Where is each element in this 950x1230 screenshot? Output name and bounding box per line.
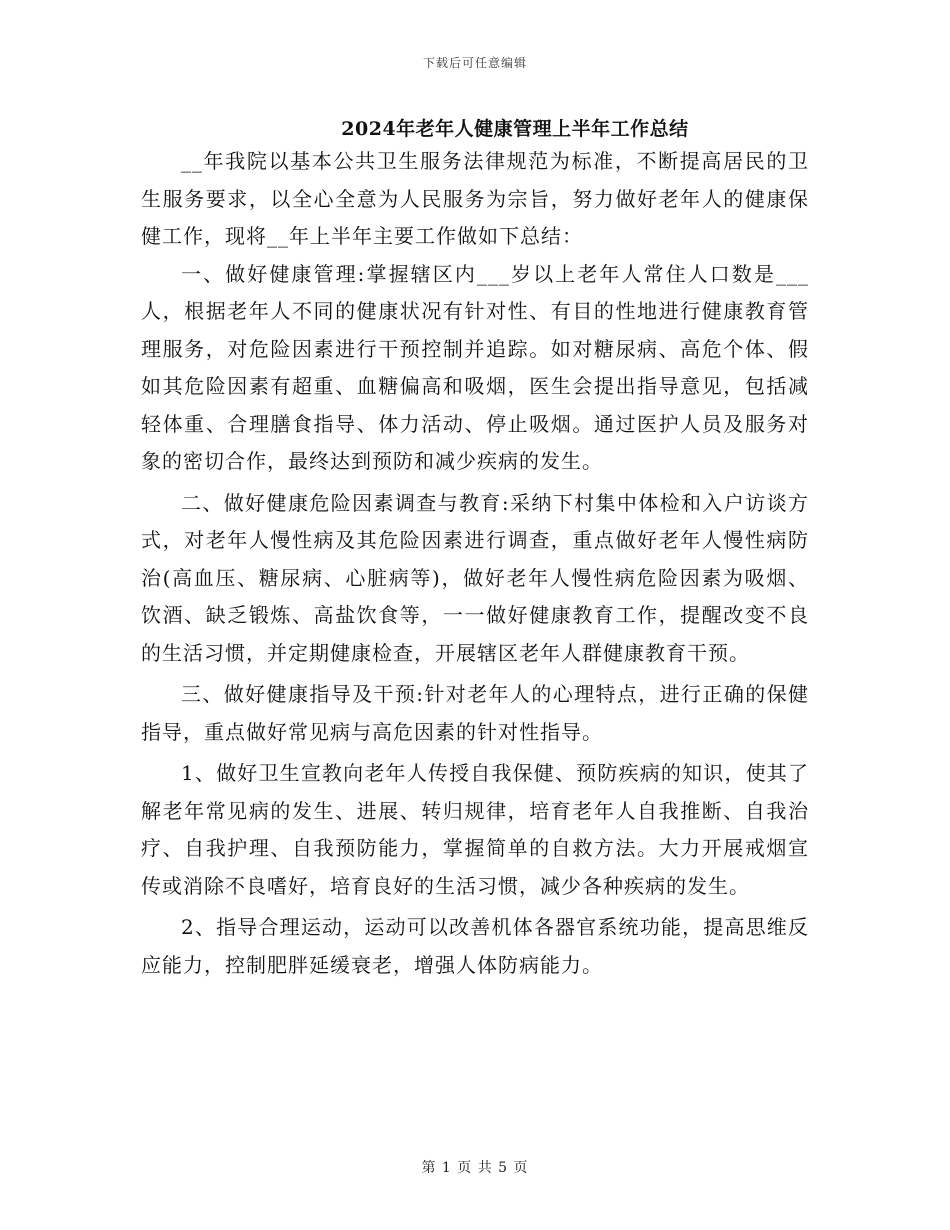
header-note: 下载后可任意编辑 (422, 56, 527, 70)
paragraph-section-1: 一、做好健康管理:掌握辖区内___岁以上老年人常住人口数是___人，根据老年人不同的健康状况有针对性、有目的性地进行健康教育管理服务，对危险因素进行干预控制并追踪。如对糖尿病、高危个体、假如其危险因素有超重、血糖偏高和吸烟，医生会提出指导意见，包括减轻体重、合理膳食指导、体力活动、停止吸烟。通过医护人员及服务对象的密切合作，最终达到预防和减少疾病的发生。 (141, 261, 809, 473)
paragraph-intro: __年我院以基本公共卫生服务法律规范为标准，不断提高居民的卫生服务要求，以全心全意为人民服务为宗旨，努力做好老年人的健康保健工作，现将__年上半年主要工作做如下总结： (141, 149, 809, 248)
paragraph-section-3: 三、做好健康指导及干预:针对老年人的心理特点，进行正确的保健指导，重点做好常见病与高危因素的针对性指导。 (141, 682, 809, 744)
paragraph-item-1: 1、做好卫生宣教向老年人传授自我保健、预防疾病的知识，使其了解老年常见病的发生、进展、转归规律，培育老年人自我推断、自我治疗、自我护理、自我预防能力，掌握简单的自救方法。大力开展戒烟宣传或消除不良嗜好，培育良好的生活习惯，减少各种疾病的发生。 (141, 761, 809, 898)
page-indicator: 第 1 页 共 5 页 (421, 1160, 529, 1176)
paragraph-section-2: 二、做好健康危险因素调查与教育:采纳下村集中体检和入户访谈方式，对老年人慢性病及其危险因素进行调查，重点做好老年人慢性病防治(高血压、糖尿病、心脏病等)，做好老年人慢性病危险因素为吸烟、饮酒、缺乏锻炼、高盐饮食等，一一做好健康教育工作，提醒改变不良的生活习惯，并定期健康检查，开展辖区老年人群健康教育干预。 (141, 490, 809, 665)
document-title: 2024年老年人健康管理上半年工作总结 (341, 118, 689, 140)
document-body (141, 143, 809, 984)
paragraph-item-2: 2、指导合理运动，运动可以改善机体各器官系统功能，提高思维反应能力，控制肥胖延缓衰老，增强人体防病能力。 (141, 915, 809, 977)
